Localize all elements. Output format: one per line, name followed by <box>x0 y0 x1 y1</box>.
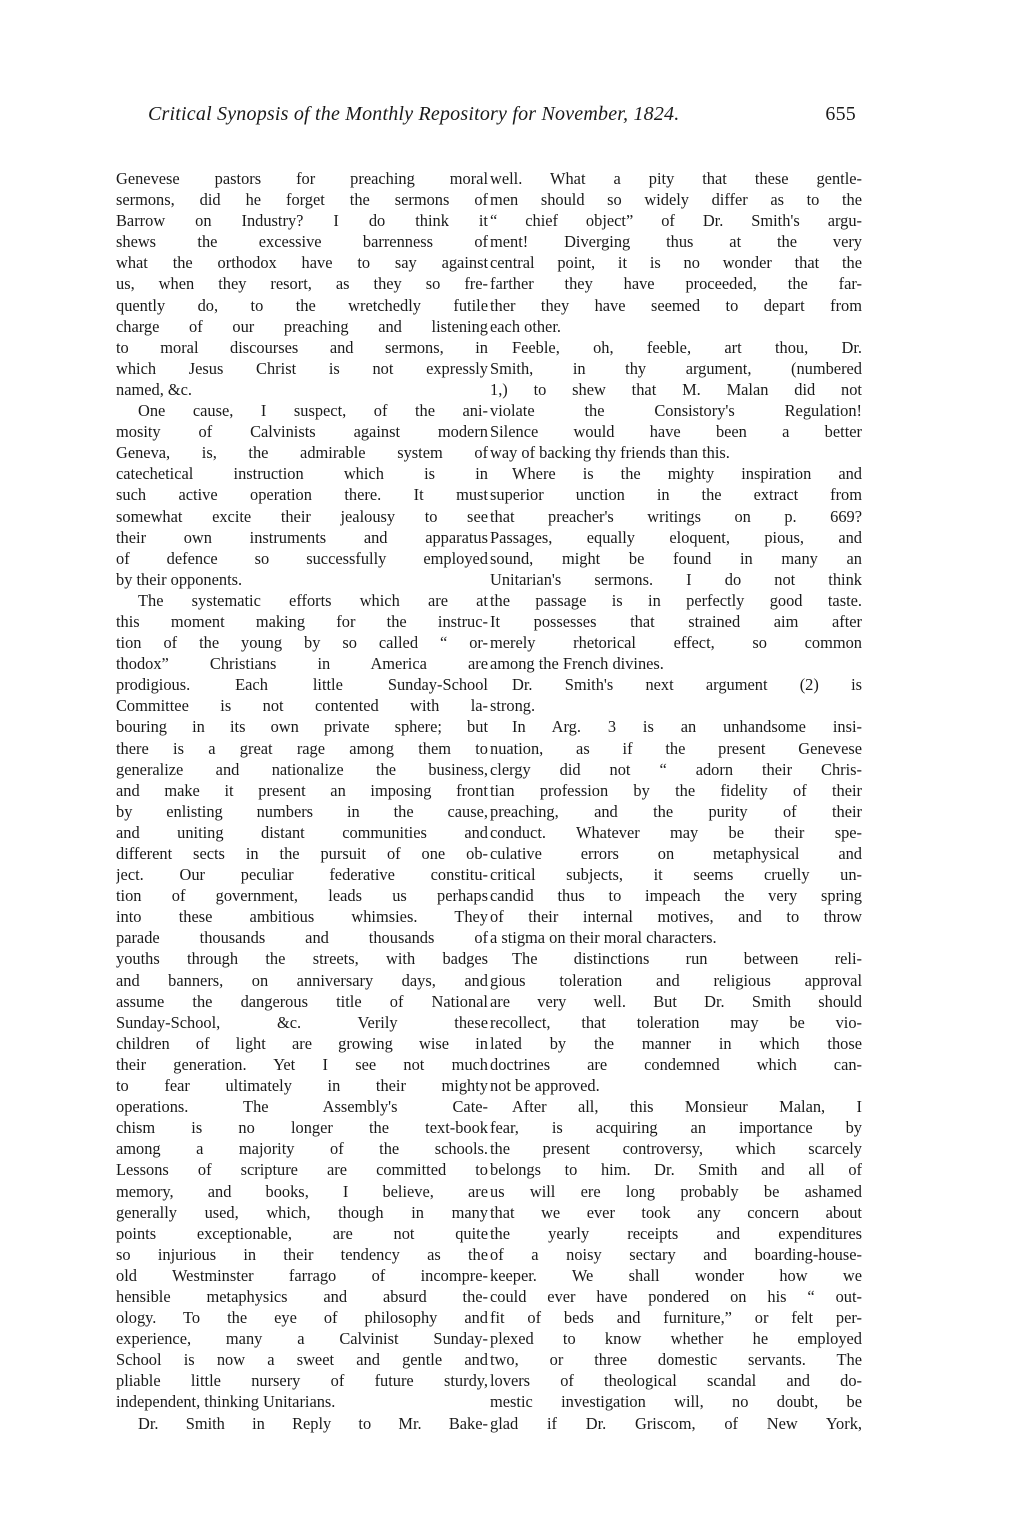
left-column-line: independent, thinking Unitarians. <box>116 1392 336 1412</box>
right-column-line: fear, is acquiring an importance by <box>490 1118 862 1138</box>
right-column-line: recollect, that toleration may be vio- <box>490 1012 862 1032</box>
left-column-line: bouring in its own private sphere; but <box>116 717 488 737</box>
left-column-line: chism is no longer the text-book <box>116 1118 488 1138</box>
left-column-line: Barrow on Industry? I do think it <box>116 211 488 231</box>
left-column-line: Genevese pastors for preaching moral <box>116 169 488 188</box>
left-column-line: School is now a sweet and gentle and <box>116 1350 488 1370</box>
left-column-line: sermons, did he forget the sermons of <box>116 190 488 210</box>
right-column-line: that we ever took any concern about <box>490 1202 862 1222</box>
right-column-line: nuation, as if the present Genevese <box>490 738 862 758</box>
right-column-line: tian profession by the fidelity of their <box>490 780 862 800</box>
left-column-line: children of light are growing wise in <box>116 1033 488 1053</box>
left-column-line: named, &c. <box>116 379 193 399</box>
left-column-line: this moment making for the instruc- <box>116 611 488 631</box>
running-header <box>148 103 856 133</box>
left-column-line: so injurious in their tendency as the <box>116 1244 488 1264</box>
right-column-line: could ever have pondered on his “ out- <box>490 1286 862 1306</box>
right-column-line: clergy did not “ adorn their Chris- <box>490 759 862 779</box>
right-column-line: of a noisy sectary and boarding-house- <box>490 1244 862 1264</box>
right-column-line: The distinctions run between reli- <box>512 949 862 969</box>
right-column-line: culative errors on metaphysical and <box>490 844 862 863</box>
right-column-line: 1,) to shew that M. Malan did not <box>490 379 862 399</box>
left-column-line: what the orthodox have to say against <box>116 253 488 273</box>
right-column-line: ther they have seemed to depart from <box>490 295 862 315</box>
left-column-line: points exceptionable, are not quite <box>116 1223 488 1243</box>
left-column-line: quently do, to the wretchedly futile <box>116 295 488 315</box>
left-column-line: parade thousands and thousands of <box>116 928 488 948</box>
left-column-line: there is a great rage among them to <box>116 738 488 758</box>
left-column-line: youths through the streets, with badges <box>116 949 488 969</box>
left-column-line: generalize and nationalize the business, <box>116 759 488 779</box>
left-column-line: different sects in the pursuit of one ob- <box>116 844 488 863</box>
right-column-line: Where is the mighty inspiration and <box>512 464 862 484</box>
left-column-line: One cause, I suspect, of the ani- <box>138 401 488 421</box>
left-column-line: somewhat excite their jealousy to see <box>116 506 488 526</box>
right-column-line: that preacher's writings on p. 669? <box>490 506 862 526</box>
left-column-line: by enlisting numbers in the cause, <box>116 801 488 821</box>
left-column-line: among a majority of the schools. <box>116 1139 488 1159</box>
right-column-line: central point, it is no wonder that the <box>490 253 862 273</box>
right-column-line: “ chief object” of Dr. Smith's argu- <box>490 211 862 231</box>
right-column-line: the passage is in perfectly good taste. <box>490 590 862 610</box>
left-column-line: Lessons of scripture are committed to <box>116 1160 488 1180</box>
left-column-line: assume the dangerous title of National <box>116 991 488 1011</box>
left-column-line: pliable little nursery of future sturdy, <box>116 1371 488 1391</box>
left-column-line: generally used, which, though in many <box>116 1202 488 1222</box>
right-column-line: belongs to him. Dr. Smith and all of <box>490 1160 862 1180</box>
left-column-line: ject. Our peculiar federative constitu- <box>116 865 488 885</box>
left-column-line: and make it present an imposing front <box>116 780 488 800</box>
right-column-line: superior unction in the extract from <box>490 485 862 505</box>
left-column-line: prodigious. Each little Sunday-School <box>116 675 488 695</box>
left-column-line: Dr. Smith in Reply to Mr. Bake- <box>138 1413 488 1433</box>
left-column-line: mosity of Calvinists against modern <box>116 422 488 442</box>
right-column-line: ment! Diverging thus at the very <box>490 232 862 252</box>
left-column-line: to fear ultimately in their mighty <box>116 1076 488 1096</box>
right-column-line: It possesses that strained aim after <box>490 611 862 631</box>
left-column-line: thodox” Christians in America are <box>116 654 488 674</box>
right-column-line: lated by the manner in which those <box>490 1033 862 1053</box>
right-column-line: After all, this Monsieur Malan, I <box>512 1097 862 1117</box>
right-column-line: candid thus to impeach the very spring <box>490 886 862 906</box>
right-column-line: keeper. We shall wonder how we <box>490 1265 862 1285</box>
right-column-line: merely rhetorical effect, so common <box>490 633 862 653</box>
left-column-line: old Westminster farrago of incompre- <box>116 1265 488 1285</box>
right-column-line: the yearly receipts and expenditures <box>490 1223 862 1243</box>
left-column-line: shews the excessive barrenness of <box>116 232 488 252</box>
left-column-line: tion of government, leads us perhaps <box>116 886 488 906</box>
right-column-line: Passages, equally eloquent, pious, and <box>490 527 862 547</box>
left-column-line: memory, and books, I believe, are <box>116 1181 488 1201</box>
left-column-line: by their opponents. <box>116 569 243 589</box>
right-column-line: each other. <box>490 316 561 336</box>
left-column-line: into these ambitious whimsies. They <box>116 907 488 927</box>
right-column-line: among the French divines. <box>490 654 664 674</box>
right-column-line: Dr. Smith's next argument (2) is <box>512 675 862 695</box>
page-number: 655 <box>825 103 856 125</box>
left-column-line: of defence so successfully employed <box>116 548 488 568</box>
right-column-line: way of backing thy friends than this. <box>490 443 730 463</box>
right-column-line: In Arg. 3 is an unhandsome insi- <box>512 717 862 737</box>
right-column-line: Smith, in thy argument, (numbered <box>490 358 862 378</box>
right-column-line: Feeble, oh, feeble, art thou, Dr. <box>512 337 862 357</box>
right-column-line: violate the Consistory's Regulation! <box>490 401 862 421</box>
left-column-line: their own instruments and apparatus <box>116 527 488 547</box>
left-column-line: to moral discourses and sermons, in <box>116 337 488 357</box>
left-column-line: Sunday-School, &c. Verily these <box>116 1012 488 1032</box>
right-column-line: preaching, and the purity of their <box>490 801 862 821</box>
left-column-line: hensible metaphysics and absurd the- <box>116 1286 488 1306</box>
right-column-line: conduct. Whatever may be their spe- <box>490 822 862 842</box>
right-column-line: well. What a pity that these gentle- <box>490 169 862 188</box>
left-column-line: catechetical instruction which is in <box>116 464 488 484</box>
right-column-line: sound, might be found in many an <box>490 548 862 568</box>
right-column-line: not be approved. <box>490 1076 600 1096</box>
right-column-line: farther they have proceeded, the far- <box>490 274 862 294</box>
left-column <box>116 168 488 1434</box>
right-column-line: Unitarian's sermons. I do not think <box>490 569 862 589</box>
left-column-line: Committee is not contented with la- <box>116 696 488 716</box>
right-column-line: a stigma on their moral characters. <box>490 928 717 948</box>
right-column-line: gious toleration and religious approval <box>490 970 862 990</box>
left-column-line: which Jesus Christ is not expressly <box>116 358 488 378</box>
right-column-line: critical subjects, it seems cruelly un- <box>490 865 862 885</box>
right-column-line: lovers of theological scandal and do- <box>490 1371 862 1391</box>
left-column-line: charge of our preaching and listening <box>116 316 488 336</box>
left-column-line: and banners, on anniversary days, and <box>116 970 488 990</box>
left-column-line: and uniting distant communities and <box>116 822 488 842</box>
right-column-line: fit of beds and furniture,” or felt per- <box>490 1308 862 1328</box>
right-column-line: Silence would have been a better <box>490 422 862 442</box>
running-header-title: Critical Synopsis of the Monthly Repository for November, 1824. <box>148 103 680 125</box>
right-column-line: of their internal motives, and to throw <box>490 907 862 927</box>
right-column-line: doctrines are condemned which can- <box>490 1054 862 1074</box>
right-column-line: are very well. But Dr. Smith should <box>490 991 862 1011</box>
right-column-line: the present controversy, which scarcely <box>490 1139 862 1159</box>
right-column-line: glad if Dr. Griscom, of New York, <box>490 1413 862 1433</box>
left-column-line: such active operation there. It must <box>116 485 488 505</box>
right-column-line: men should so widely differ as to the <box>490 190 862 210</box>
left-column-line: ology. To the eye of philosophy and <box>116 1308 488 1328</box>
right-column <box>490 168 862 1434</box>
left-column-line: The systematic efforts which are at <box>138 590 488 610</box>
right-column-line: plexed to know whether he employed <box>490 1329 862 1349</box>
right-column-line: us will ere long probably be ashamed <box>490 1181 862 1201</box>
left-column-line: us, when they resort, as they so fre- <box>116 274 488 294</box>
left-column-line: experience, many a Calvinist Sunday- <box>116 1329 488 1349</box>
left-column-line: tion of the young by so called “ or- <box>116 633 488 653</box>
right-column-line: two, or three domestic servants. The <box>490 1350 862 1370</box>
left-column-line: their generation. Yet I see not much <box>116 1054 488 1074</box>
left-column-line: operations. The Assembly's Cate- <box>116 1097 488 1117</box>
left-column-line: Geneva, is, the admirable system of <box>116 443 488 463</box>
right-column-line: mestic investigation will, no doubt, be <box>490 1392 862 1412</box>
right-column-line: strong. <box>490 696 536 716</box>
